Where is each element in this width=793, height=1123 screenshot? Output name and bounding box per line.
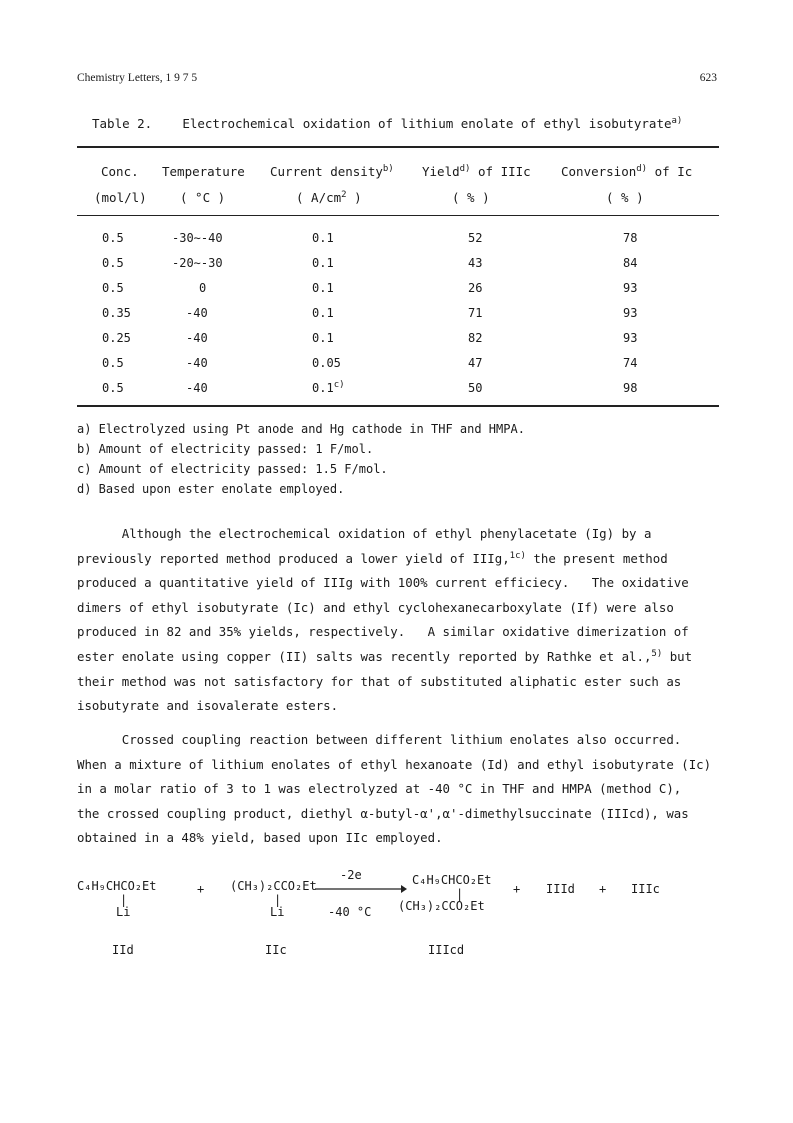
cell-current: 0.1	[312, 306, 334, 320]
product-iiid: IIId	[546, 882, 575, 896]
footnote-d: d) Based upon ester enolate employed.	[77, 482, 345, 496]
cell-current: 0.1	[312, 281, 334, 295]
journal-name: Chemistry Letters, 1 9 7 5	[77, 72, 198, 84]
table-caption	[92, 116, 682, 131]
table-label: Table 2.	[92, 116, 153, 131]
table-title-footnote-mark: a)	[671, 116, 683, 126]
cell-current: 0.1	[312, 231, 334, 245]
cell-yield: 43	[468, 256, 483, 270]
header-temperature-unit: ( °C )	[180, 190, 226, 205]
compound-label: IId	[112, 943, 134, 957]
header-conversion-unit: ( % )	[606, 190, 644, 205]
cell-temperature: -40	[186, 331, 208, 345]
reactant-1: C₄H₉CHCO₂Et	[77, 879, 157, 893]
plus-sign: +	[513, 882, 521, 896]
reactant-1-li-bond: |	[120, 893, 128, 907]
cell-yield: 82	[468, 331, 483, 345]
running-head	[77, 72, 717, 84]
footnote-b: b) Amount of electricity passed: 1 F/mol.	[77, 442, 374, 456]
header-yield: Yield$^{d)}$ of IIIc	[422, 164, 531, 179]
table-title: Electrochemical oxidation of lithium enolate of ethyl isobutyrate	[182, 116, 672, 131]
cell-temperature: -40	[186, 356, 208, 370]
plus-sign: +	[599, 882, 607, 896]
cell-temperature: 0	[199, 281, 207, 295]
table-bottom-rule	[77, 405, 719, 407]
cell-conversion: 74	[623, 356, 638, 370]
cell-current: 0.05	[312, 356, 341, 370]
page-number: 623	[699, 72, 717, 84]
cell-temperature: -20∼-30	[172, 256, 223, 270]
cell-conc: 0.25	[102, 331, 131, 345]
product-bond: |	[456, 887, 464, 901]
cell-yield: 26	[468, 281, 483, 295]
cell-conc: 0.5	[102, 281, 124, 295]
cell-yield: 50	[468, 381, 483, 395]
cell-current: 0.1	[312, 331, 334, 345]
arrow-label-below: -40 °C	[328, 905, 372, 919]
cell-conc: 0.5	[102, 381, 124, 395]
header-conversion: Conversion$^{d)}$ of Ic	[561, 164, 693, 179]
cell-conc: 0.35	[102, 306, 131, 320]
cell-temperature: -40	[186, 306, 208, 320]
product-iiic: IIIc	[631, 882, 660, 896]
header-temperature: Temperature	[162, 164, 245, 179]
cell-yield: 47	[468, 356, 483, 370]
cell-temperature: -30∼-40	[172, 231, 223, 245]
footnote-c: c) Amount of electricity passed: 1.5 F/mol.	[77, 462, 388, 476]
header-current-density-unit: ( $A/cm^2$ )	[296, 190, 362, 205]
cell-conc: 0.5	[102, 356, 124, 370]
cell-conc: 0.5	[102, 256, 124, 270]
footnote-a: a) Electrolyzed using Pt anode and Hg cathode in THF and HMPA.	[77, 422, 525, 436]
cell-conversion: 93	[623, 306, 638, 320]
cell-yield: 71	[468, 306, 483, 320]
cell-conversion: 98	[623, 381, 638, 395]
reactant-2: (CH₃)₂CCO₂Et	[230, 879, 317, 893]
paragraph-2: Crossed coupling reaction between different lithium enolates also occurred. When a mixture of lithium enolates of ethyl hexanoate (Id) and ethyl isobutyrate (Ic) in a molar ratio of 3 to 1 was electrolyzed at -40 °C in THF and HMPA (method C), the crossed coupling product, diethyl α-butyl-α',α'-dimethylsuccinate (IIIcd), was obtained in a 48% yield, based upon IIc employed.	[77, 732, 712, 846]
plus-sign: +	[197, 882, 205, 896]
cell-temperature: -40	[186, 381, 208, 395]
compound-label: IIIcd	[428, 943, 465, 957]
product-top: C₄H₉CHCO₂Et	[412, 873, 492, 887]
product-bottom: (CH₃)₂CCO₂Et	[398, 899, 485, 913]
table-top-rule	[77, 146, 719, 148]
cell-conc: 0.5	[102, 231, 124, 245]
paragraph-1: Although the electrochemical oxidation of ethyl phenylacetate (Ig) by a previously reported method produced a lower yield of IIIg,$^{1c)}$ the present method produced a quantitative yield of IIIg with 100% current efficiecy. The oxidative dimers of ethyl isobutyrate (Ic) and ethyl cyclohexanecarboxylate (If) were also produced in 82 and 35% yields, respectively. A similar oxidative dimerization of ester enolate using copper (II) salts was recently reported by Rathke et al.,$^{5)}$ but their method was not satisfactory for that of substituted aliphatic ester such as isobutyrate and isovalerate esters.	[77, 526, 693, 714]
header-conc: Conc.	[101, 164, 139, 179]
cell-current: 0.1	[312, 256, 334, 270]
cell-conversion: 93	[623, 281, 638, 295]
table-header-rule	[77, 215, 719, 216]
reaction-arrow-icon	[315, 883, 407, 895]
cell-conversion: 84	[623, 256, 638, 270]
cell-conversion: 78	[623, 231, 638, 245]
header-yield-unit: ( % )	[452, 190, 490, 205]
reactant-2-li-bond: |	[274, 893, 282, 907]
cell-conversion: 93	[623, 331, 638, 345]
reactant-2-li: Li	[270, 905, 285, 919]
arrow-label-above: -2e	[340, 868, 362, 882]
header-conc-unit: (mol/l)	[94, 190, 147, 205]
header-current-density: Current density$^{b)}$	[270, 164, 394, 179]
reactant-1-li: Li	[116, 905, 131, 919]
compound-label: IIc	[265, 943, 287, 957]
cell-current: 0.1$^{c)}$	[312, 380, 345, 395]
cell-yield: 52	[468, 231, 483, 245]
